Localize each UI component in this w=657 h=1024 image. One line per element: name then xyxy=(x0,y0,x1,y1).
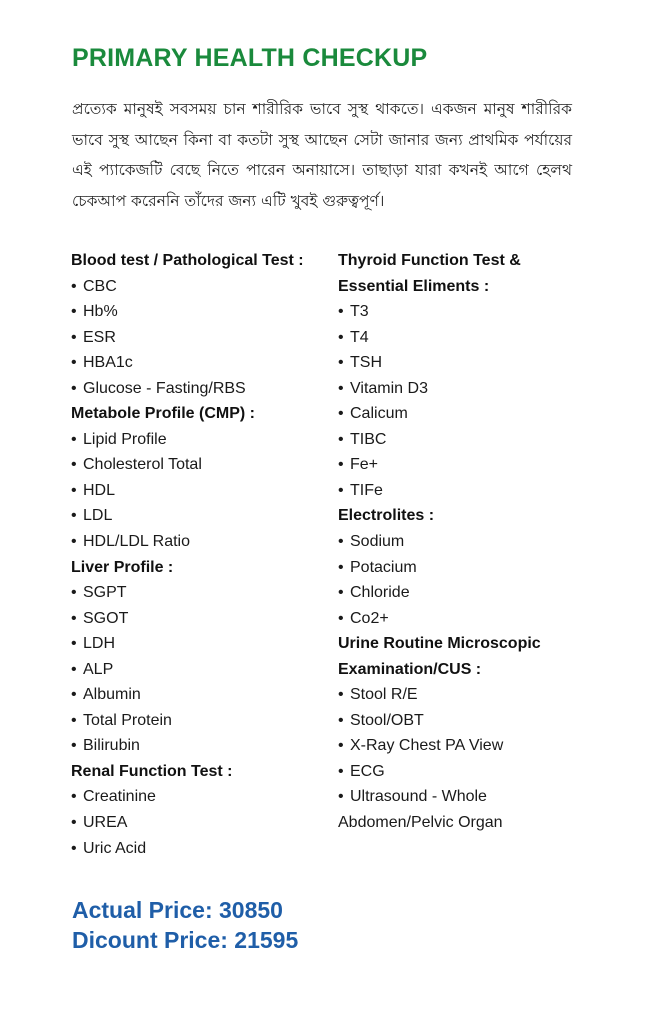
list-item: • Total Protein xyxy=(71,708,333,734)
list-item-continuation: Abdomen/Pelvic Organ xyxy=(338,814,503,832)
bullet-icon: • xyxy=(71,788,77,806)
bullet-icon: • xyxy=(71,277,77,295)
bullet-icon: • xyxy=(71,354,77,372)
bullet-icon: • xyxy=(71,481,77,499)
list-item: • Stool/OBT xyxy=(338,708,588,734)
bullet-icon: • xyxy=(71,303,77,321)
bullet-icon: • xyxy=(71,660,77,678)
bullet-icon: • xyxy=(338,328,344,346)
bullet-icon: • xyxy=(71,507,77,525)
list-item: • Bilirubin xyxy=(71,733,333,759)
bullet-icon: • xyxy=(338,788,344,806)
list-item: • CBC xyxy=(71,274,333,300)
bullet-icon: • xyxy=(338,456,344,474)
bullet-icon: • xyxy=(71,584,77,602)
list-item: • Albumin xyxy=(71,682,333,708)
bullet-icon: • xyxy=(338,711,344,729)
bullet-icon: • xyxy=(71,839,77,857)
section-heading-liver-profile: Liver Profile : xyxy=(71,558,174,576)
section-heading-blood-test: Blood test / Pathological Test : xyxy=(71,252,304,269)
intro-paragraph: প্রত্যেক মানুষই সবসময় চান শারীরিক ভাবে সুস্থ থাকতে। একজন মানুষ শারীরিক ভাবে সুস্থ আছেন কিনা বা কতটা সুস্থ আছেন সেটা জানার জন্য প্রাথমিক পর্যায়ের এই প্যাকেজটি বেছে নিতে পারেন অনায়াসে। তাছাড়া যারা কখনই আগে হেলথ চেকআপ করেননি তাঁদের জন্য এটি খুবই গুরুত্বপূর্ণ। xyxy=(72,100,572,210)
bullet-icon: • xyxy=(338,584,344,602)
list-item: • ESR xyxy=(71,325,333,351)
bullet-icon: • xyxy=(338,558,344,576)
section-heading-urine-routine: Urine Routine Microscopic xyxy=(338,635,541,653)
list-item: • Uric Acid xyxy=(71,836,333,862)
list-item: • X-Ray Chest PA View xyxy=(338,733,588,759)
list-item: • UREA xyxy=(71,810,333,836)
list-item: • Glucose - Fasting/RBS xyxy=(71,376,333,402)
bullet-icon: • xyxy=(71,533,77,551)
bullet-icon: • xyxy=(71,456,77,474)
bullet-icon: • xyxy=(71,686,77,704)
section-heading-renal-function: Renal Function Test : xyxy=(71,762,233,780)
list-item: • ECG xyxy=(338,759,588,785)
bullet-icon: • xyxy=(338,379,344,397)
bullet-icon: • xyxy=(338,533,344,551)
list-item: • T3 xyxy=(338,299,588,325)
bullet-icon: • xyxy=(71,737,77,755)
bullet-icon: • xyxy=(338,354,344,372)
list-item: • Creatinine xyxy=(71,784,333,810)
list-item: • TSH xyxy=(338,350,588,376)
section-heading-thyroid-cont: Essential Eliments : xyxy=(338,277,490,295)
list-item: • Ultrasound - Whole xyxy=(338,784,588,810)
list-item: • Sodium xyxy=(338,529,588,555)
list-item: • Cholesterol Total xyxy=(71,452,333,478)
list-item: • TIBC xyxy=(338,427,588,453)
list-item: • T4 xyxy=(338,325,588,351)
bullet-icon: • xyxy=(71,635,77,653)
list-item: • HBA1c xyxy=(71,350,333,376)
bullet-icon: • xyxy=(71,328,77,346)
list-item: • Lipid Profile xyxy=(71,427,333,453)
bullet-icon: • xyxy=(71,814,77,832)
bullet-icon: • xyxy=(338,430,344,448)
bullet-icon: • xyxy=(71,711,77,729)
bullet-icon: • xyxy=(338,686,344,704)
list-item: • LDH xyxy=(71,631,333,657)
bullet-icon: • xyxy=(71,379,77,397)
list-item: • LDL xyxy=(71,503,333,529)
section-heading-thyroid: Thyroid Function Test & xyxy=(338,252,521,269)
list-item: • Stool R/E xyxy=(338,682,588,708)
section-heading-urine-routine-cont: Examination/CUS : xyxy=(338,660,482,678)
list-item: • SGPT xyxy=(71,580,333,606)
bullet-icon: • xyxy=(71,609,77,627)
list-item: • Vitamin D3 xyxy=(338,376,588,402)
list-item: • SGOT xyxy=(71,606,333,632)
actual-price: Actual Price: 30850 xyxy=(72,897,283,923)
bullet-icon: • xyxy=(338,481,344,499)
bullet-icon: • xyxy=(71,430,77,448)
price-block xyxy=(72,895,298,955)
list-item: • Potacium xyxy=(338,555,588,581)
bullet-icon: • xyxy=(338,303,344,321)
bullet-icon: • xyxy=(338,609,344,627)
list-item: • Co2+ xyxy=(338,606,588,632)
section-heading-metabolic-profile: Metabole Profile (CMP) : xyxy=(71,405,256,423)
right-test-column xyxy=(338,248,588,836)
list-item: • Fe+ xyxy=(338,452,588,478)
page-title: PRIMARY HEALTH CHECKUP xyxy=(72,44,428,72)
discount-price: Dicount Price: 21595 xyxy=(72,927,299,953)
left-test-column xyxy=(71,248,333,861)
list-item: • ALP xyxy=(71,657,333,683)
list-item: • HDL/LDL Ratio xyxy=(71,529,333,555)
bullet-icon: • xyxy=(338,405,344,423)
list-item: • TIFe xyxy=(338,478,588,504)
section-heading-electrolytes: Electrolites : xyxy=(338,507,435,525)
list-item: • Chloride xyxy=(338,580,588,606)
bullet-icon: • xyxy=(338,737,344,755)
list-item: • HDL xyxy=(71,478,333,504)
list-item: • Calicum xyxy=(338,401,588,427)
bullet-icon: • xyxy=(338,762,344,780)
list-item: • Hb% xyxy=(71,299,333,325)
